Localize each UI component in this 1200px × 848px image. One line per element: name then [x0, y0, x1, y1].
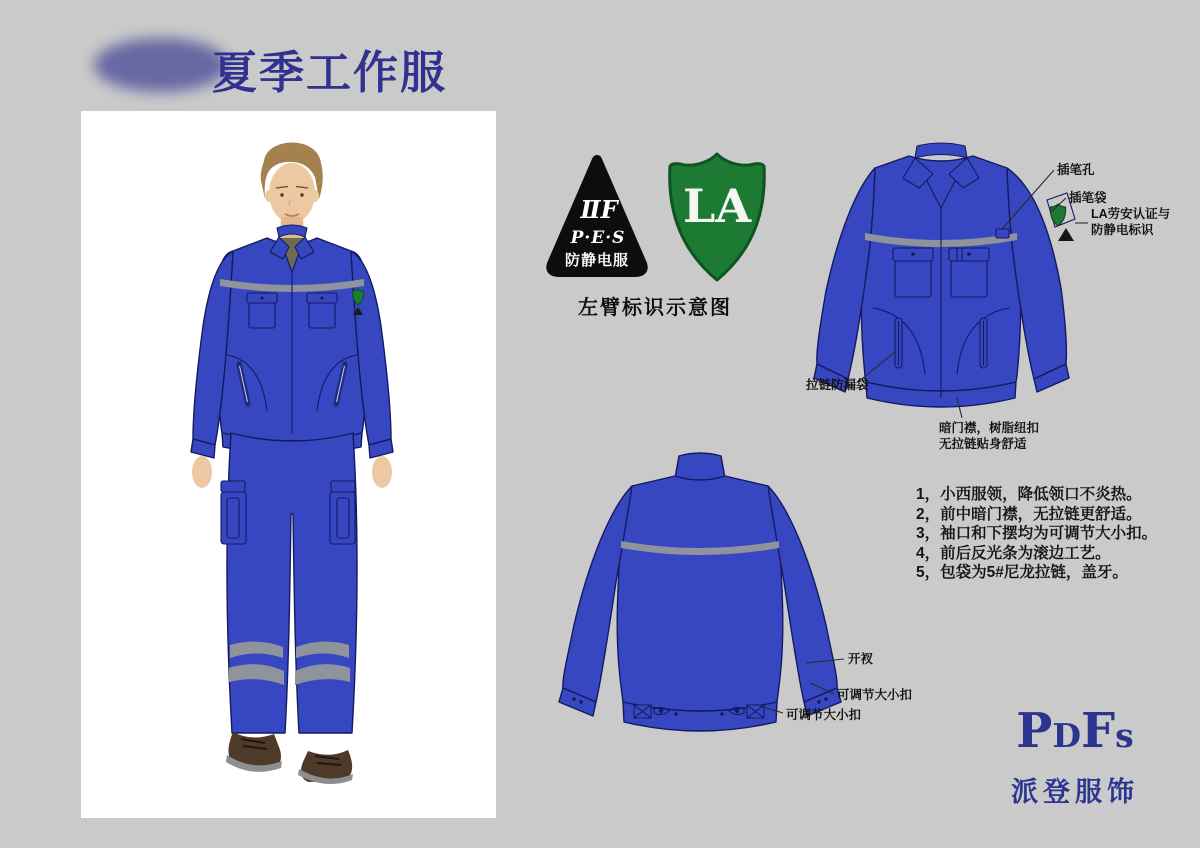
- triangle-line2: P·E·S: [570, 228, 626, 248]
- redacted-company-name: [94, 38, 228, 92]
- front-antistatic-badge: [1058, 228, 1074, 241]
- brand-name: 派登服饰: [1011, 777, 1139, 807]
- annotation-pen-pocket: 插笔袋: [1069, 191, 1107, 205]
- la-cert-logo: [665, 150, 769, 291]
- page-title: 夏季工作服: [212, 47, 448, 98]
- front-la-badge: [1050, 204, 1065, 226]
- feature-item: 1，小西服领，降低领口不炎热。: [916, 486, 1142, 503]
- annotation-adjustable-hem: 可调节大小扣: [786, 708, 862, 722]
- feature-item: 2，前中暗门襟，无拉链更舒适。: [916, 505, 1142, 523]
- model-illustration: [81, 111, 496, 818]
- feature-list: [916, 485, 1157, 583]
- left-arm-caption: 左臂标识示意图: [578, 297, 732, 319]
- brand-logo: PDFs: [1016, 703, 1134, 759]
- annotation-adjustable-cuff: 可调节大小扣: [837, 688, 913, 702]
- annotation-placket: 暗门襟，树脂纽扣 无拉链贴身舒适: [939, 421, 1040, 451]
- brand-block: [985, 705, 1165, 809]
- model-face: [269, 163, 315, 223]
- annotation-la-cert: LA劳安认证与 防静电标识: [1091, 207, 1171, 237]
- model-left-hand: [192, 456, 212, 488]
- model-right-hand: [372, 456, 392, 488]
- model-photo-card: [81, 111, 496, 818]
- triangle-line3: 防静电服: [564, 252, 630, 269]
- shield-text: LA: [682, 179, 752, 233]
- annotation-pen-hole: 插笔孔: [1057, 163, 1095, 177]
- pen-hole-slot: [996, 229, 1009, 238]
- triangle-line1: ⅡF: [580, 195, 618, 224]
- feature-item: 4，前后反光条为滚边工艺。: [916, 544, 1111, 562]
- feature-item: 5，包袋为5#尼龙拉链，盖牙。: [916, 564, 1128, 581]
- antistatic-cert-logo: [545, 152, 649, 287]
- annotation-zip-pocket: 拉链防漏袋: [806, 378, 869, 392]
- annotation-vent: 开衩: [848, 652, 874, 666]
- jacket-back-drawing: [544, 450, 854, 746]
- feature-item: 3，袖口和下摆均为可调节大小扣。: [916, 525, 1158, 542]
- model-pants: [227, 433, 357, 733]
